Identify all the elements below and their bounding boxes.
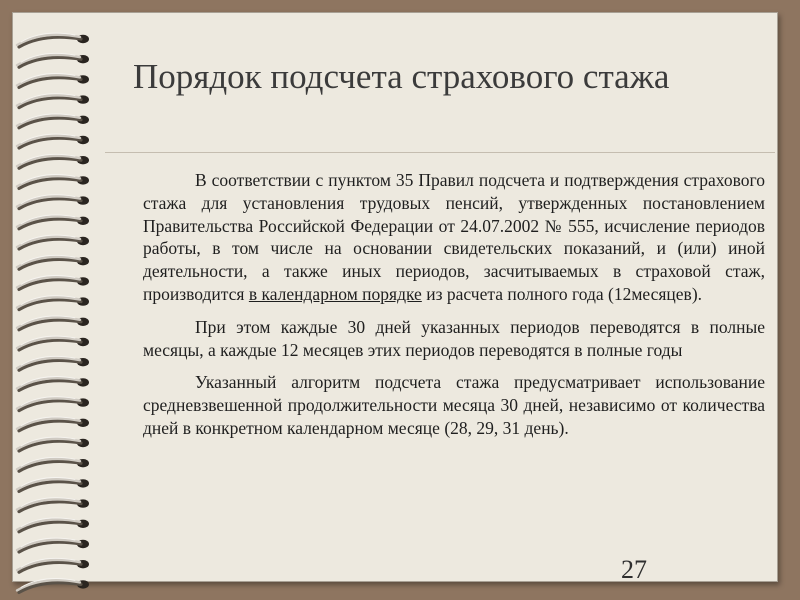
spiral-ring (17, 518, 89, 532)
page-number: 27 (621, 555, 647, 584)
spiral-ring (17, 276, 89, 290)
spiral-ring (17, 195, 89, 209)
spiral-ring (17, 154, 89, 168)
spiral-ring (17, 94, 89, 108)
paragraph-1 (143, 169, 765, 306)
spiral-ring (17, 316, 89, 330)
spiral-ring (17, 377, 89, 391)
spiral-ring (17, 175, 89, 189)
spiral-ring (17, 114, 89, 128)
spiral-ring (17, 33, 89, 47)
underlined-phrase: в календарном порядке (248, 283, 422, 304)
spiral-binding-icon (13, 27, 103, 597)
spiral-ring (17, 74, 89, 88)
spiral-ring (17, 538, 89, 552)
spiral-ring (17, 558, 89, 572)
spiral-ring (17, 498, 89, 512)
slide-body (143, 169, 765, 450)
spiral-ring (17, 296, 89, 310)
paragraph-3: Указанный алгоритм подсчета стажа предусматривает использование средневзвешенной продолжительности месяца 30 дней, независимо от количества дней в конкретном календарном месяце (28, 29, 31 день). (143, 372, 765, 438)
spiral-ring (17, 235, 89, 249)
notebook-page (12, 12, 778, 582)
spiral-ring (17, 417, 89, 431)
slide-title: Порядок подсчета страхового стажа (133, 57, 670, 96)
spiral-ring (17, 134, 89, 148)
title-divider (105, 152, 775, 153)
spiral-ring (17, 336, 89, 350)
spiral-ring (17, 478, 89, 492)
spiral-ring (17, 215, 89, 229)
spiral-ring (17, 356, 89, 370)
spiral-ring (17, 397, 89, 411)
paragraph-1-ending: из расчета полного года (12месяцев). (421, 283, 703, 304)
paragraph-1-text: В соответствии с пунктом 35 Правил подсчета и подтверждения страхового стажа для установления трудовых пенсий, утвержденных постановлением Правительства Российской Федерации от 24.07.2002 № 555, исчисление периодов работы, в том числе на основании свидетельских показаний, и (или) иной деятельности, а также иных периодов, засчитываемых в страховой стаж, производится (143, 170, 765, 304)
spiral-ring (17, 437, 89, 451)
paragraph-2: При этом каждые 30 дней указанных периодов переводятся в полные месяцы, а каждые 12 месяцев этих периодов переводятся в полные годы (143, 316, 765, 360)
spiral-ring (17, 457, 89, 471)
spiral-ring (17, 53, 89, 67)
spiral-ring (17, 579, 89, 593)
spiral-ring (17, 255, 89, 269)
